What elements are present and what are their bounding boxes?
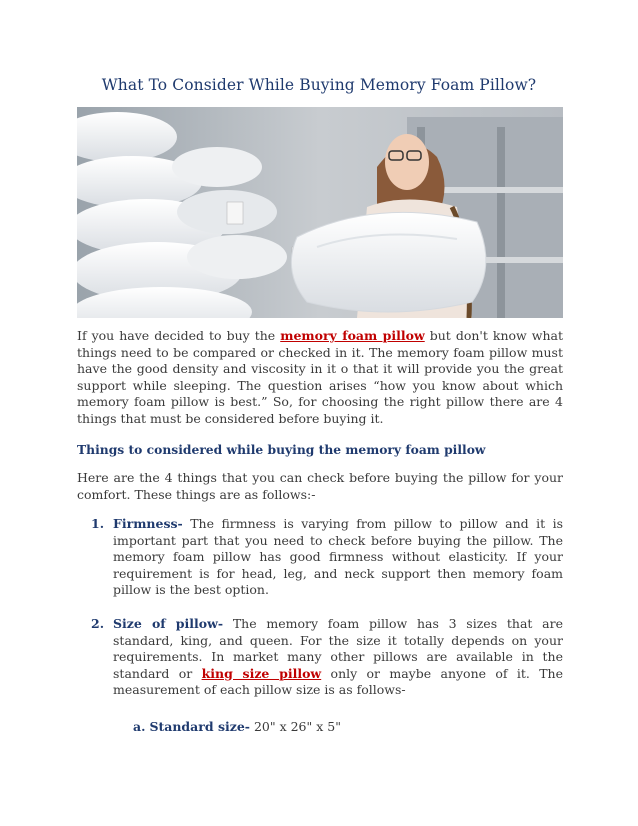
list-item	[77, 616, 563, 699]
list-text: The memory foam pillow has 3 sizes that are standard, king, and queen. For the size it totally depends on your requirements. In market many other pillows are available in the standard or	[113, 615, 563, 681]
list-number: 1.	[91, 516, 105, 531]
considerations-list	[77, 516, 563, 699]
photo-illustration	[77, 107, 563, 318]
list-item	[77, 516, 563, 599]
list-term: Firmness-	[113, 516, 183, 531]
lead-paragraph: Here are the 4 things that you can check before buying the pillow for your comfort. These things are as follows:-	[77, 470, 563, 502]
page-title: What To Consider While Buying Memory Foam Pillow?	[101, 76, 537, 94]
sublist-value: 20" x 26" x 5"	[249, 719, 341, 734]
list-term: Size of pillow-	[113, 615, 224, 631]
list-number: 2.	[91, 615, 105, 631]
article-photo	[77, 107, 563, 318]
king-size-pillow-link[interactable]: king size pillow	[201, 665, 322, 681]
sublist-term: Standard size-	[149, 719, 250, 734]
intro-paragraph: If you have decided to buy the memory foam pillow but don't know what things need to be compared or checked in it. The memory foam pillow must have the good density and viscosity in it o that it will provide you the great support while sleeping. The question arises “how you know about which memory foam pillow is best.” So, for choosing the right pillow there are 4 things that must be considered before buying it.	[77, 328, 563, 426]
sublist-item	[133, 719, 341, 736]
list-text: The firmness is varying from pillow to pillow and it is important part that you need to check before buying the pillow. The memory foam pillow has good firmness without elasticity. If your requirement is for head, leg, and neck support then memory foam pillow is the best option.	[113, 516, 563, 598]
sublist-letter: a.	[133, 719, 146, 734]
section-subheading: Things to considered while buying the memory foam pillow	[77, 442, 486, 457]
list-text: only or maybe anyone of it. The measurement of each pillow size is as follows-	[113, 665, 564, 698]
memory-foam-pillow-link[interactable]: memory foam pillow	[280, 328, 425, 343]
